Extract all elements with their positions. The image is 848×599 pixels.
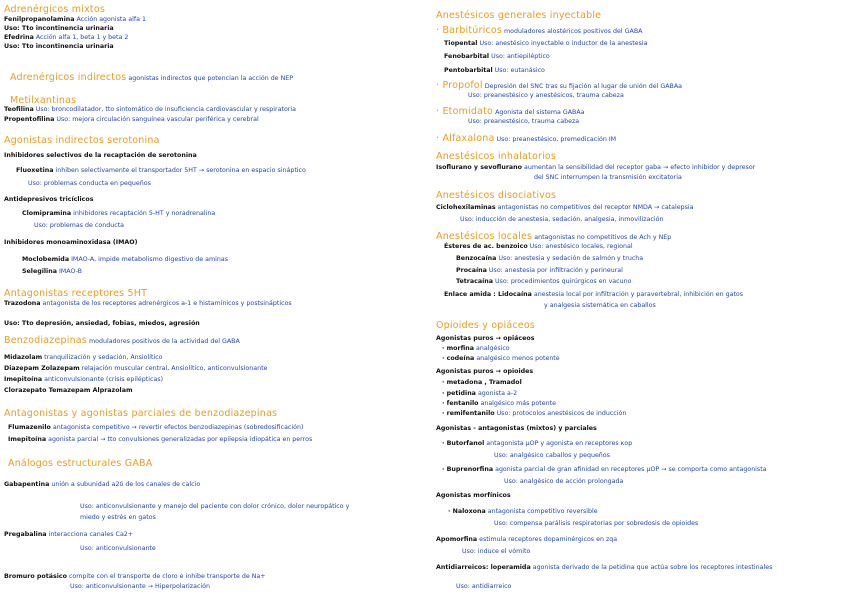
- drug-description: antagonistas no competitivos del receptor NMDA → catalepsia: [495, 204, 694, 211]
- section-heading: Anestésicos inhalatorios: [436, 151, 557, 162]
- note-line: [442, 400, 556, 408]
- note-line: [436, 425, 597, 433]
- drug-description: antagonista competitivo reversible: [485, 508, 598, 515]
- drug-term: Inhibidores monoaminoxidasa (IMAO): [4, 239, 138, 246]
- drug-description: Uso: mejora circulación sanguínea vascular periférica y cerebral: [54, 116, 259, 123]
- section-heading: Metilxantinas: [10, 95, 77, 106]
- note-line: [444, 53, 550, 61]
- drug-description: Uso: induce el vómito: [462, 548, 531, 555]
- drug-term: · petidina: [442, 390, 476, 397]
- note-line: [4, 288, 147, 299]
- drug-term: Benzocaína: [456, 255, 497, 262]
- note-line: [4, 135, 160, 146]
- note-line: [436, 492, 511, 500]
- drug-description: agonista derivado de la petidina que actúa sobre los receptores intestinales: [530, 564, 773, 571]
- note-line: [10, 95, 76, 106]
- note-line: [80, 514, 156, 522]
- drug-description: antagonista de los receptores adrenérgicos a-1 e histamínicos y postsinápticos: [40, 300, 292, 307]
- drug-description: Uso: anticonvulsionante y manejo del paciente con dolor crónico, dolor neuropático y: [80, 503, 350, 510]
- note-line: [8, 458, 152, 469]
- drug-description: Uso: problemas conducta en pequeños: [28, 180, 151, 187]
- drug-description: Uso: preanestésico, premedicación IM: [494, 136, 617, 143]
- drug-term: Agonistas puros → opioides: [436, 368, 534, 375]
- section-heading: · Propofol: [436, 80, 483, 91]
- note-line: [436, 133, 616, 144]
- drug-description: agonistas indirectos que potencian la acción de NEP: [126, 75, 294, 82]
- drug-term: Ésteres de ac. benzoico: [444, 243, 528, 250]
- drug-description: antagonistas no competitivos de Ach y NEp: [532, 234, 672, 241]
- drug-term: · codeína: [442, 355, 475, 362]
- drug-term: · metadona , Tramadol: [442, 379, 522, 386]
- note-line: [442, 390, 517, 398]
- drug-description: Uso: anestesia por infiltración y perineural: [486, 267, 623, 274]
- drug-description: miedo y estrés en gatos: [80, 514, 156, 521]
- drug-description: estimula receptores dopaminérgicos en zqa: [477, 536, 618, 543]
- drug-term: Fenilpropanolamina: [4, 16, 75, 23]
- drug-description: Agonista del sistema GABAa: [493, 109, 585, 116]
- note-line: [28, 180, 151, 188]
- drug-term: Apomorfina: [436, 536, 478, 543]
- note-line: [4, 43, 114, 51]
- note-line: [436, 190, 556, 201]
- drug-term: Teofilina: [4, 106, 34, 113]
- note-line: [4, 387, 133, 395]
- drug-term: Midazolam: [4, 354, 43, 361]
- note-line: [4, 376, 163, 384]
- drug-description: Acción agonista alfa 1: [74, 16, 146, 23]
- drug-term: · remifentanilo: [442, 410, 495, 417]
- note-line: [4, 573, 266, 581]
- note-line: [4, 152, 197, 160]
- note-line: [4, 4, 105, 15]
- drug-description: y analgesia sistemática en caballos: [544, 302, 656, 309]
- note-line: [494, 452, 610, 460]
- drug-description: agonista parcial → tto convulsiones generalizadas por epilepsia idiopática en perros: [46, 436, 313, 443]
- drug-description: Uso: anestesia y sedación de salmón y trucha: [496, 255, 644, 262]
- note-line: [456, 583, 511, 591]
- note-line: [4, 196, 94, 204]
- note-line: [436, 80, 682, 91]
- note-line: [462, 548, 530, 556]
- note-line: [4, 365, 267, 373]
- note-line: [4, 34, 128, 42]
- note-line: [436, 204, 694, 212]
- note-line: [456, 278, 631, 286]
- drug-term: · fentanilo: [442, 400, 479, 407]
- note-line: [4, 300, 292, 308]
- drug-description: analgésico más potente: [478, 400, 556, 407]
- drug-description: Uso: analgésico caballos y pequeños: [494, 452, 610, 459]
- drug-term: · morfina: [442, 345, 474, 352]
- drug-description: Uso: anticonvulsionante → Hiperpolarización: [70, 583, 211, 590]
- note-line: [80, 503, 349, 511]
- drug-term: Clomipramina: [22, 210, 72, 217]
- drug-term: Agonistas puros → opiáceos: [436, 335, 535, 342]
- drug-term: Flumazenilo: [8, 424, 51, 431]
- note-line: [442, 355, 560, 363]
- note-line: [436, 564, 772, 572]
- drug-term: Pregabalina: [4, 531, 47, 538]
- note-line: [448, 508, 598, 516]
- note-line: [4, 408, 277, 419]
- drug-description: IMAO-B: [56, 268, 82, 275]
- drug-term: Fluoxetina: [16, 167, 54, 174]
- note-line: [4, 116, 259, 124]
- note-line: [442, 410, 626, 418]
- section-heading: · Alfaxalona: [436, 133, 495, 144]
- drug-description: compite con el transporte de cloro e inhibe transporte de Na+: [66, 573, 266, 580]
- drug-term: Antidiarreicos: loperamida: [436, 564, 531, 571]
- drug-term: Diazepam Zolazepam: [4, 365, 80, 372]
- note-line: [436, 231, 671, 242]
- section-heading: Opioides y opiáceos: [436, 320, 536, 331]
- section-heading: Adrenérgicos indirectos: [10, 72, 127, 83]
- note-line: [4, 106, 296, 114]
- drug-term: Fenobarbital: [444, 53, 490, 60]
- note-line: [494, 520, 698, 528]
- note-line: [444, 243, 633, 251]
- drug-term: Procaína: [456, 267, 487, 274]
- note-line: [436, 151, 556, 162]
- drug-term: Isoflurano y sevoflurano: [436, 164, 522, 171]
- note-line: [436, 10, 601, 21]
- drug-description: moduladores positivos de la actividad del GABA: [86, 338, 240, 345]
- drug-term: Imepitoína: [8, 436, 47, 443]
- note-line: [4, 320, 200, 328]
- drug-term: Ciclohexilaminas: [436, 204, 496, 211]
- note-line: [4, 354, 163, 362]
- drug-description: antagonista μOP y agonista en receptores κop: [484, 440, 633, 447]
- note-line: [16, 167, 306, 175]
- section-heading: Anestésicos disociativos: [436, 190, 557, 201]
- drug-description: relajación muscular central, Ansiolítico, anticonvulsionante: [79, 365, 268, 372]
- note-line: [436, 164, 755, 172]
- drug-term: Imepitoína: [4, 376, 43, 383]
- drug-term: Selegilina: [22, 268, 57, 275]
- note-line: [436, 536, 617, 544]
- note-line: [442, 466, 767, 474]
- drug-description: agonista a-2: [475, 390, 518, 397]
- note-line: [4, 239, 138, 247]
- drug-term: · Naloxona: [448, 508, 486, 515]
- drug-term: Efedrina: [4, 34, 34, 41]
- drug-description: Uso: problemas de conducta: [34, 222, 125, 229]
- note-line: [468, 92, 624, 100]
- drug-description: Depresión del SNC tras su fijación al lugar de unión del GABAa: [482, 83, 683, 90]
- drug-description: analgésico: [473, 345, 510, 352]
- note-line: [4, 335, 240, 346]
- drug-term: Uso: Tto depresión, ansiedad, fobias, miedos, agresión: [4, 320, 200, 327]
- section-heading: Anestésicos generales inyectable: [436, 10, 602, 21]
- note-line: [504, 478, 623, 486]
- note-line: [456, 255, 643, 263]
- section-heading: · Barbitúricos: [436, 25, 503, 36]
- drug-description: aumentan la sensibilidad del receptor gaba → efecto inhibidor y depresor: [521, 164, 756, 171]
- drug-description: Uso: preanestésico y anestésicos, trauma cabeza: [468, 92, 624, 99]
- drug-description: antagonista competitivo → revertir efectos benzodiazepinas (sobredosificación): [50, 424, 304, 431]
- section-heading: Antagonistas receptores 5HT: [4, 288, 148, 299]
- section-heading: Adrenérgicos mixtos: [4, 4, 105, 15]
- drug-term: Uso: Tto incontinencia urinaria: [4, 43, 114, 50]
- drug-term: Pentobarbital: [444, 67, 493, 74]
- note-line: [442, 345, 510, 353]
- note-line: [22, 256, 228, 264]
- drug-description: Uso: eutanásico: [492, 67, 545, 74]
- drug-term: Antidepresivos tricíclicos: [4, 196, 94, 203]
- drug-description: anestesia local por infiltración y paravertebral, inhibición en gatos: [531, 291, 744, 298]
- drug-description: anticonvulsionante (crisis epilépticas): [42, 376, 164, 383]
- drug-term: Moclobemida: [22, 256, 70, 263]
- drug-description: inhibidores recaptación 5-HT y noradrenalina: [71, 210, 216, 217]
- drug-description: del SNC interrumpen la transmisión excitatoria: [534, 174, 682, 181]
- drug-term: Clorazepato Temazepam Alprazolam: [4, 387, 133, 394]
- drug-description: Uso: analgésico de acción prolongada: [504, 478, 624, 485]
- note-line: [460, 216, 663, 224]
- drug-term: Propentofilina: [4, 116, 55, 123]
- drug-description: Uso: anestésico inyectable o inductor de la anestesia: [477, 40, 648, 47]
- note-line: [442, 440, 632, 448]
- drug-term: Gabapentina: [4, 481, 50, 488]
- drug-description: IMAO-A, impide metabolismo digestivo de aminas: [69, 256, 229, 263]
- drug-description: Uso: protocolos anestésicos de inducción: [494, 410, 627, 417]
- note-line: [436, 106, 585, 117]
- section-heading: Agonistas indirectos serotonina: [4, 135, 160, 146]
- drug-description: moduladores alostéricos positivos del GABA: [502, 28, 643, 35]
- section-heading: Benzodiazepinas: [4, 335, 87, 346]
- note-line: [8, 436, 312, 444]
- drug-term: Tiopental: [444, 40, 478, 47]
- note-line: [22, 210, 215, 218]
- note-line: [456, 267, 623, 275]
- drug-term: · Buprenorfina: [442, 466, 494, 473]
- drug-description: Uso: preanestésico, trauma cabeza: [468, 118, 580, 125]
- note-line: [436, 335, 534, 343]
- drug-description: interacciona canales Ca2+: [46, 531, 134, 538]
- drug-description: inhiben selectivamente el transportador 5HT → serotonina en espacio sináptico: [53, 167, 306, 174]
- note-line: [436, 320, 535, 331]
- drug-term: Inhibidores selectivos de la recaptación de serotonina: [4, 152, 197, 159]
- drug-term: Agonistas - antagonistas (mixtos) y parciales: [436, 425, 597, 432]
- note-line: [444, 67, 545, 75]
- drug-term: Agonistas morfínicos: [436, 492, 511, 499]
- note-line: [534, 174, 682, 182]
- drug-description: Uso: procedimientos quirúrgicos en vacuno: [492, 278, 632, 285]
- drug-description: unión a subunidad a2δ de los canales de calcio: [49, 481, 201, 488]
- note-line: [4, 25, 114, 33]
- note-line: [34, 222, 124, 230]
- drug-description: Uso: anestésico locales, regional: [527, 243, 633, 250]
- drug-description: Uso: antidiarreico: [456, 583, 512, 590]
- note-line: [70, 583, 210, 591]
- note-line: [4, 531, 133, 539]
- note-line: [4, 16, 146, 24]
- section-heading: Análogos estructurales GABA: [8, 458, 153, 469]
- note-line: [8, 424, 303, 432]
- drug-description: Uso: compensa parálisis respiratorias por sobredosis de opioides: [494, 520, 699, 527]
- drug-term: Trazodona: [4, 300, 41, 307]
- note-line: [468, 118, 579, 126]
- drug-description: tranquilización y sedación, Ansiolítico: [42, 354, 163, 361]
- drug-description: Uso: antiepiléptico: [489, 53, 550, 60]
- drug-description: Uso: inducción de anestesia, sedación, analgesia, inmovilización: [460, 216, 664, 223]
- note-line: [444, 291, 743, 299]
- drug-term: Tetracaína: [456, 278, 493, 285]
- drug-description: Acción alfa 1, beta 1 y beta 2: [33, 34, 129, 41]
- drug-term: Bromuro potásico: [4, 573, 67, 580]
- section-heading: Antagonistas y agonistas parciales de benzodiazepinas: [4, 408, 278, 419]
- note-line: [544, 302, 656, 310]
- note-line: [80, 545, 156, 553]
- note-line: [10, 72, 293, 83]
- drug-description: Uso: broncodilatador, tto sintomático de insuficiencia cardiovascular y respiratoria: [33, 106, 296, 113]
- note-line: [22, 268, 82, 276]
- note-line: [444, 40, 647, 48]
- drug-description: agonista parcial de gran afinidad en receptores μOP → se comporta como antagonista: [493, 466, 767, 473]
- section-heading: Anestésicos locales: [436, 231, 533, 242]
- drug-term: · Butorfanol: [442, 440, 485, 447]
- drug-term: Enlace amida : Lidocaína: [444, 291, 532, 298]
- drug-term: Uso: Tto incontinencia urinaria: [4, 25, 114, 32]
- drug-description: analgésico menos potente: [474, 355, 560, 362]
- note-line: [442, 379, 522, 387]
- drug-description: Uso: anticonvulsionante: [80, 545, 156, 552]
- note-line: [436, 368, 533, 376]
- note-line: [436, 25, 643, 36]
- section-heading: · Etomidato: [436, 106, 494, 117]
- note-line: [4, 481, 200, 489]
